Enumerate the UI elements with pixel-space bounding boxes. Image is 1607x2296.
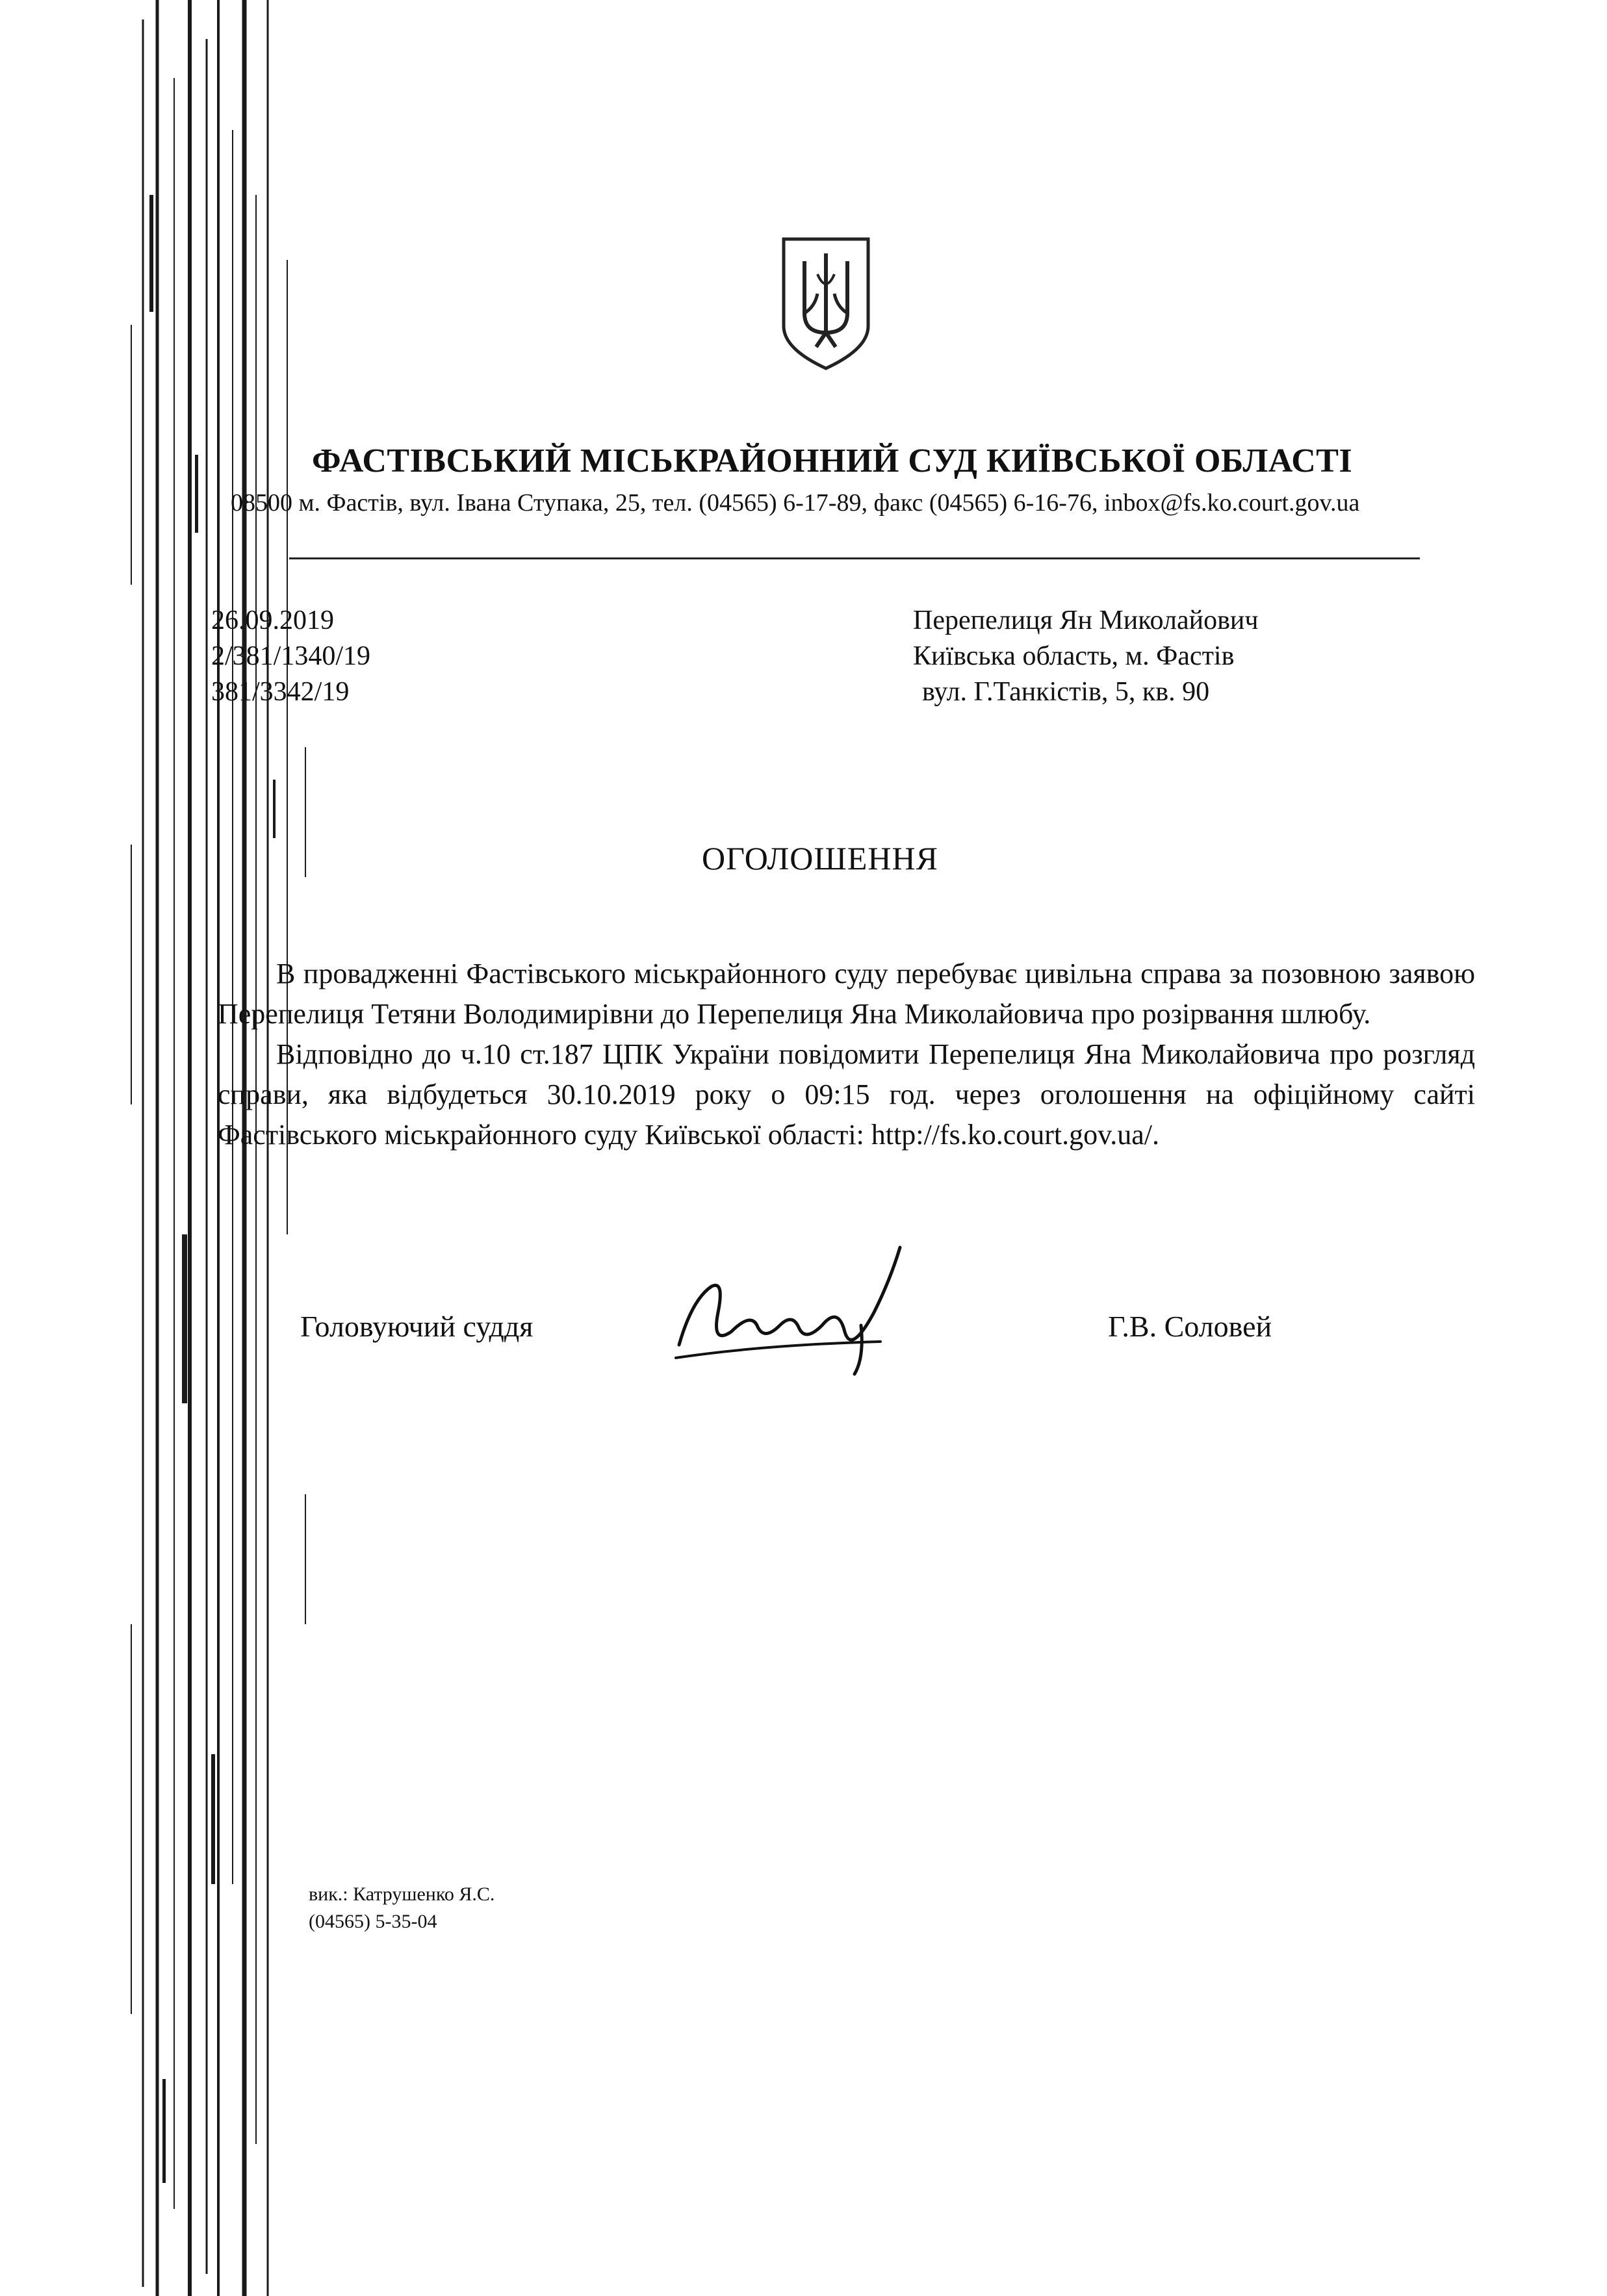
court-address: 08500 м. Фастів, вул. Івана Ступака, 25, тел. (04565) 6-17-89, факс (04565) 6-16-76, inbox@fs.ko.court.gov.ua xyxy=(231,489,1360,517)
recipient-name: Перепелиця Ян Миколайович xyxy=(913,606,1259,635)
executor-phone: (04565) 5-35-04 xyxy=(309,1911,437,1932)
paragraph-1: В провадженні Фастівського міськрайонного суду перебуває цивільна справа за позовною заявою Перепелиця Тетяни Володимирівни до Перепелиця Яна Миколайовича про розірвання шлюбу. xyxy=(218,958,1475,1030)
executor-info xyxy=(309,1881,495,1935)
case-number: 2/381/1340/19 xyxy=(211,641,371,671)
signatory-name: Г.В. Соловей xyxy=(1108,1310,1272,1343)
court-name: ФАСТІВСЬКИЙ МІСЬКРАЙОННИЙ СУД КИЇВСЬКОЇ ОБЛАСТІ xyxy=(312,442,1353,479)
document-meta xyxy=(211,603,370,710)
recipient-region: Київська область, м. Фастів xyxy=(913,641,1235,671)
coat-of-arms-icon xyxy=(778,235,873,372)
recipient-address xyxy=(913,603,1259,710)
handwritten-signature xyxy=(666,1234,913,1377)
recipient-street: вул. Г.Танкістів, 5, кв. 90 xyxy=(922,677,1210,707)
signatory-title: Головуючий суддя xyxy=(300,1310,534,1343)
paragraph-2: Відповідно до ч.10 ст.187 ЦПК України повідомити Перепелиця Яна Миколайовича про розгляд справи, яка відбудеться 30.10.2019 року о 09:15 год. через оголошення на офіційному сайті Фастівського міськрайонного суду Київської області: http://fs.ko.court.gov.ua/. xyxy=(218,1038,1475,1151)
header-divider xyxy=(289,557,1420,559)
document-date: 26.09.2019 xyxy=(211,606,334,635)
document-title: ОГОЛОШЕННЯ xyxy=(702,840,938,876)
proceeding-number: 381/3342/19 xyxy=(211,677,350,707)
announcement-body xyxy=(218,954,1475,1155)
executor-name: вик.: Катрушенко Я.С. xyxy=(309,1883,495,1905)
